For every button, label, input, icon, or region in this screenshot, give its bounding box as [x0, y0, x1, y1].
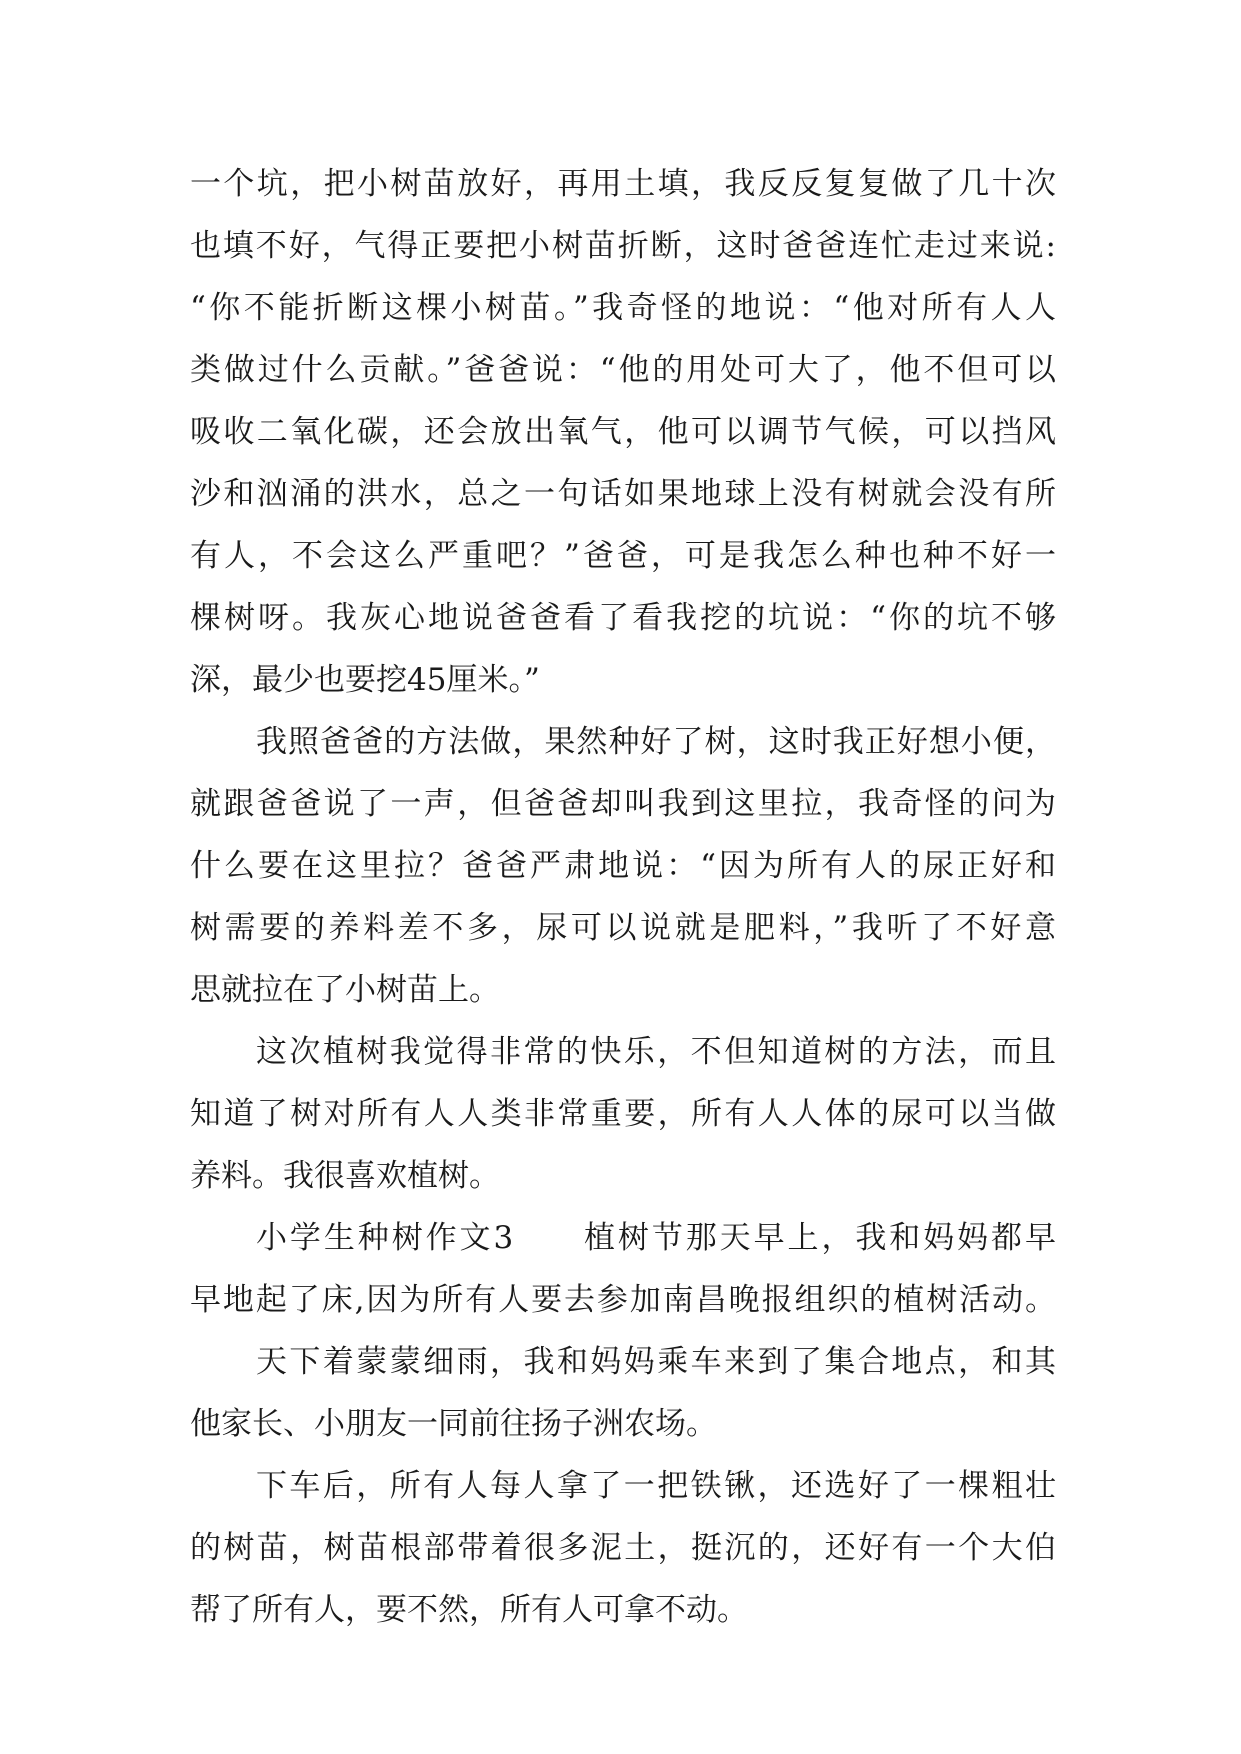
text-line: 知道了树对所有人人类非常重要，所有人人体的尿可以当做 [190, 1096, 1056, 1132]
text-line: 棵树呀。我灰心地说爸爸看了看我挖的坑说：“你的坑不够 [190, 600, 1056, 636]
text-line: 深，最少也要挖45厘米。” [190, 662, 540, 698]
text-line: 什么要在这里拉？爸爸严肃地说：“因为所有人的尿正好和 [190, 848, 1056, 884]
text-line: “你不能折断这棵小树苗。”我奇怪的地说：“他对所有人人 [190, 290, 1056, 326]
paragraph-first-line: 我照爸爸的方法做，果然种好了树，这时我正好想小便， [256, 724, 1056, 760]
text-line: 的树苗，树苗根部带着很多泥土，挺沉的，还好有一个大伯 [190, 1530, 1056, 1566]
text-line: 早地起了床,因为所有人要去参加南昌晚报组织的植树活动。 [190, 1282, 1056, 1318]
paragraph-first-line: 下车后，所有人每人拿了一把铁锹，还选好了一棵粗壮 [256, 1468, 1056, 1504]
text-line: 一个坑，把小树苗放好，再用土填，我反反复复做了几十次 [190, 166, 1056, 202]
text-line: 有人，不会这么严重吧？”爸爸，可是我怎么种也种不好一 [190, 538, 1056, 574]
paragraph-first-line: 天下着蒙蒙细雨，我和妈妈乘车来到了集合地点，和其 [256, 1344, 1056, 1380]
text-line: 帮了所有人，要不然，所有人可拿不动。 [190, 1592, 748, 1628]
text-line: 树需要的养料差不多，尿可以说就是肥料，”我听了不好意 [190, 910, 1056, 946]
text-line: 他家长、小朋友一同前往扬子洲农场。 [190, 1406, 717, 1442]
text-line: 吸收二氧化碳，还会放出氧气，他可以调节气候，可以挡风 [190, 414, 1056, 450]
text-line: 就跟爸爸说了一声，但爸爸却叫我到这里拉，我奇怪的问为 [190, 786, 1056, 822]
text-line: 沙和汹涌的洪水，总之一句话如果地球上没有树就会没有所 [190, 476, 1056, 512]
text-line: 思就拉在了小树苗上。 [190, 972, 500, 1008]
paragraph-first-line: 小学生种树作文3 植树节那天早上，我和妈妈都早 [256, 1220, 1056, 1256]
text-line: 养料。我很喜欢植树。 [190, 1158, 500, 1194]
text-line: 类做过什么贡献。”爸爸说：“他的用处可大了，他不但可以 [190, 352, 1056, 388]
text-line: 也填不好，气得正要把小树苗折断，这时爸爸连忙走过来说: [190, 228, 1056, 264]
paragraph-first-line: 这次植树我觉得非常的快乐，不但知道树的方法，而且 [256, 1034, 1056, 1070]
